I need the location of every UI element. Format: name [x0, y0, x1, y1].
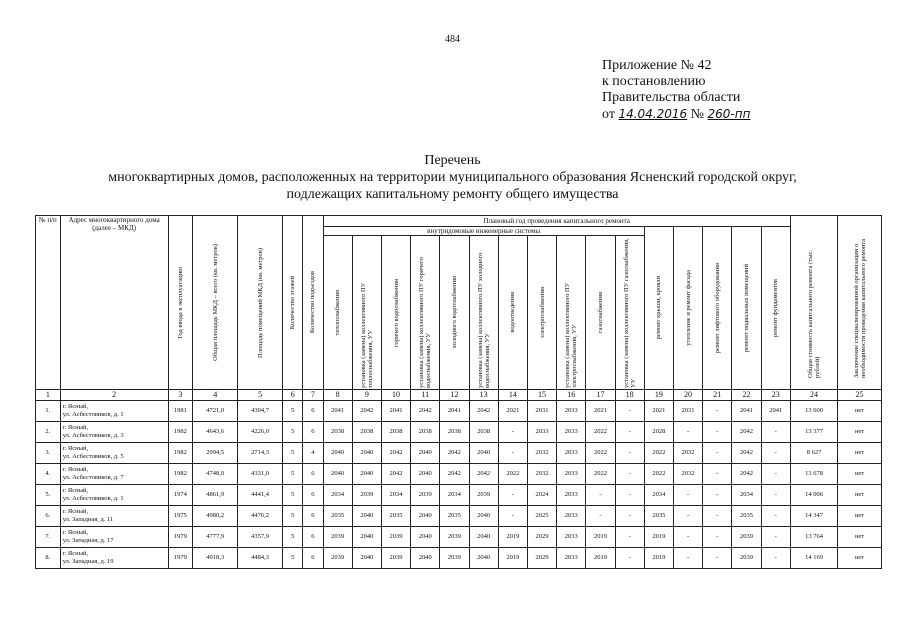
- column-number: 4: [193, 390, 238, 401]
- header-electric-meter: установка (замена) коллективного ПУ электроснабжения, УУ: [557, 236, 586, 390]
- cell-c19: 2028: [644, 422, 673, 443]
- cell-c9: 2038: [352, 422, 381, 443]
- cell-c20: 2032: [673, 443, 702, 464]
- cell-premises: 4331,0: [238, 464, 283, 485]
- cell-c11: 2038: [411, 422, 440, 443]
- appendix-line2: к постановлению: [602, 74, 706, 89]
- cell-floors: 5: [283, 485, 303, 506]
- header-hot-water-meter: установка (замена) коллективного ПУ горячего водоснабжения, УУ: [411, 236, 440, 390]
- cell-c19: 2035: [644, 506, 673, 527]
- appendix-line3: Правительства области: [602, 90, 741, 105]
- cell-c11: 2040: [411, 527, 440, 548]
- cell-c16: 2033: [557, 422, 586, 443]
- cell-cost: 13 764: [790, 527, 837, 548]
- address-city: г. Ясный,: [62, 550, 89, 557]
- cell-c15: 2032: [527, 464, 556, 485]
- header-cold-water: холодного водоснабжения: [440, 236, 469, 390]
- cell-c17: -: [586, 485, 615, 506]
- header-elevator: ремонт лифтового оборудования: [703, 227, 732, 390]
- header-address: Адрес многоквартирного дома (далее – МКД): [60, 216, 168, 390]
- table-row: [36, 506, 882, 527]
- cell-concl: нет: [838, 506, 882, 527]
- cell-c16: 2033: [557, 485, 586, 506]
- cell-c23: 2041: [761, 401, 790, 422]
- handwritten-number: 260-пп: [707, 107, 751, 121]
- cell-c10: 2042: [381, 464, 410, 485]
- header-roof: ремонт крыши, кровли: [644, 227, 673, 390]
- cell-c17: 2022: [586, 443, 615, 464]
- title-line2: многоквартирных домов, расположенных на территории муниципального образования Ясненский городской округ,: [108, 170, 797, 185]
- cell-c9: 2040: [352, 527, 381, 548]
- cell-concl: нет: [838, 401, 882, 422]
- cell-c12: 2042: [440, 443, 469, 464]
- cell-c12: 2038: [440, 422, 469, 443]
- cell-c9: 2039: [352, 485, 381, 506]
- address-street: ул. Асбестовиков, д. 7: [62, 474, 124, 481]
- cell-concl: нет: [838, 548, 882, 569]
- cell-c15: 2033: [527, 422, 556, 443]
- cell-c16: 2033: [557, 443, 586, 464]
- cell-concl: нет: [838, 443, 882, 464]
- address-cell: [60, 443, 168, 464]
- cell-c22: 2039: [732, 548, 761, 569]
- cell-c23: -: [761, 527, 790, 548]
- header-gas: газоснабжения: [586, 236, 615, 390]
- cell-c12: 2041: [440, 401, 469, 422]
- cell-c22: 2034: [732, 485, 761, 506]
- cell-c16: 2033: [557, 527, 586, 548]
- cell-c22: 2039: [732, 527, 761, 548]
- header-entrances: Количество подъездов: [303, 216, 323, 390]
- cell-num: 8.: [36, 548, 61, 569]
- column-number: 16: [557, 390, 586, 401]
- cell-c21: -: [703, 485, 732, 506]
- cell-c21: -: [703, 527, 732, 548]
- address-city: г. Ясный,: [62, 487, 89, 494]
- cell-c21: -: [703, 422, 732, 443]
- address-city: г. Ясный,: [62, 424, 89, 431]
- cell-entr: 6: [303, 527, 323, 548]
- cell-total: 4721,0: [193, 401, 238, 422]
- cell-c21: -: [703, 401, 732, 422]
- cell-floors: 5: [283, 464, 303, 485]
- header-year: Год ввода в эксплуатацию: [168, 216, 193, 390]
- cell-c18: -: [615, 443, 644, 464]
- cell-entr: 6: [303, 506, 323, 527]
- address-street: ул. Асбестовиков, д. 1: [62, 411, 124, 418]
- address-city: г. Ясный,: [62, 403, 89, 410]
- column-number: 9: [352, 390, 381, 401]
- cell-c20: 2032: [673, 464, 702, 485]
- cell-year: 1979: [168, 527, 193, 548]
- header-gas-meter: установка (замена) коллективного ПУ газоснабжения, УУ: [615, 236, 644, 390]
- cell-total: 4980,2: [193, 506, 238, 527]
- cell-c11: 2040: [411, 506, 440, 527]
- cell-concl: нет: [838, 527, 882, 548]
- column-number: 5: [238, 390, 283, 401]
- column-number: 15: [527, 390, 556, 401]
- cell-cost: 13 678: [790, 464, 837, 485]
- header-total-cost: Общая стоимость капитального ремонта (тыс. рублей): [790, 216, 837, 390]
- header-total-area: Общая площадь МКД – всего (кв. метров): [193, 216, 238, 390]
- cell-year: 1974: [168, 485, 193, 506]
- address-street: ул. Асбестовиков, д. 5: [62, 453, 124, 460]
- cell-floors: 5: [283, 548, 303, 569]
- cell-c12: 2039: [440, 548, 469, 569]
- cell-c9: 2042: [352, 401, 381, 422]
- address-cell: [60, 506, 168, 527]
- cell-c14: -: [498, 485, 527, 506]
- column-number: 13: [469, 390, 498, 401]
- header-hot-water: горячего водоснабжения: [381, 236, 410, 390]
- cell-concl: нет: [838, 422, 882, 443]
- header-cold-water-meter: установка (замена) коллективного ПУ холодного водоснабжения, УУ: [469, 236, 498, 390]
- cell-c12: 2034: [440, 485, 469, 506]
- column-number: 8: [323, 390, 352, 401]
- cell-num: 7.: [36, 527, 61, 548]
- header-sewer: водоотведения: [498, 236, 527, 390]
- cell-c14: 2022: [498, 464, 527, 485]
- address-cell: [60, 401, 168, 422]
- address-street: ул. Асбестовиков, д. 3: [62, 432, 124, 439]
- cell-total: 4643,6: [193, 422, 238, 443]
- cell-c16: 2033: [557, 401, 586, 422]
- cell-c16: 2033: [557, 506, 586, 527]
- handwritten-date: 14.04.2016: [618, 107, 688, 121]
- cell-c8: 2034: [323, 485, 352, 506]
- address-city: г. Ясный,: [62, 466, 89, 473]
- cell-c8: 2041: [323, 401, 352, 422]
- cell-c18: -: [615, 485, 644, 506]
- cell-floors: 5: [283, 401, 303, 422]
- appendix-from: от: [602, 107, 615, 122]
- title-line1: Перечень: [424, 153, 481, 168]
- cell-c15: 2032: [527, 443, 556, 464]
- cell-c15: 2029: [527, 527, 556, 548]
- cell-premises: 4476,2: [238, 506, 283, 527]
- cell-c21: -: [703, 464, 732, 485]
- cell-cost: 13 600: [790, 401, 837, 422]
- cell-c15: 2024: [527, 485, 556, 506]
- cell-year: 1982: [168, 422, 193, 443]
- cell-c23: -: [761, 548, 790, 569]
- cell-c21: -: [703, 506, 732, 527]
- cell-c22: 2042: [732, 464, 761, 485]
- cell-c17: 2022: [586, 422, 615, 443]
- cell-total: 4861,9: [193, 485, 238, 506]
- cell-c12: 2035: [440, 506, 469, 527]
- address-cell: [60, 464, 168, 485]
- cell-c22: 2035: [732, 506, 761, 527]
- cell-concl: нет: [838, 485, 882, 506]
- address-street: ул. Западная, д. 17: [62, 537, 114, 544]
- cell-cost: 14 347: [790, 506, 837, 527]
- column-number: 12: [440, 390, 469, 401]
- cell-c22: 2041: [732, 401, 761, 422]
- cell-c17: 2021: [586, 401, 615, 422]
- cell-c17: -: [586, 506, 615, 527]
- header-electric: электроснабжения: [527, 236, 556, 390]
- cell-entr: 4: [303, 443, 323, 464]
- cell-total: 4748,0: [193, 464, 238, 485]
- cell-premises: 2714,3: [238, 443, 283, 464]
- cell-c11: 2040: [411, 443, 440, 464]
- cell-c23: -: [761, 443, 790, 464]
- cell-entr: 6: [303, 548, 323, 569]
- column-number: 19: [644, 390, 673, 401]
- column-number: 17: [586, 390, 615, 401]
- header-num: № п/п: [36, 216, 61, 390]
- cell-c8: 2040: [323, 464, 352, 485]
- cell-year: 1982: [168, 464, 193, 485]
- column-number: 25: [838, 390, 882, 401]
- cell-c14: -: [498, 506, 527, 527]
- cell-total: 4918,3: [193, 548, 238, 569]
- cell-c21: -: [703, 443, 732, 464]
- cell-c19: 2021: [644, 401, 673, 422]
- cell-c14: -: [498, 443, 527, 464]
- cell-premises: 4357,9: [238, 527, 283, 548]
- column-number-row: [36, 390, 882, 401]
- cell-year: 1982: [168, 443, 193, 464]
- cell-c8: 2039: [323, 527, 352, 548]
- header-internal-systems: внутридомовые инженерные системы: [323, 227, 644, 236]
- appendix-block: [602, 58, 750, 123]
- table-row: [36, 548, 882, 569]
- table-row: [36, 464, 882, 485]
- column-number: 11: [411, 390, 440, 401]
- address-cell: [60, 485, 168, 506]
- cell-premises: 4441,4: [238, 485, 283, 506]
- column-number: 14: [498, 390, 527, 401]
- cell-c20: -: [673, 485, 702, 506]
- cell-c17: 2019: [586, 548, 615, 569]
- page-number: 484: [445, 34, 460, 45]
- cell-entr: 6: [303, 422, 323, 443]
- title-line3: подлежащих капитальному ремонту общего имущества: [286, 187, 619, 202]
- address-street: ул. Асбестовиков, д. 1: [62, 495, 124, 502]
- cell-num: 2.: [36, 422, 61, 443]
- cell-c11: 2039: [411, 485, 440, 506]
- cell-c17: 2019: [586, 527, 615, 548]
- cell-c19: 2019: [644, 548, 673, 569]
- cell-c10: 2035: [381, 506, 410, 527]
- cell-concl: нет: [838, 464, 882, 485]
- cell-c10: 2034: [381, 485, 410, 506]
- cell-c12: 2042: [440, 464, 469, 485]
- cell-entr: 6: [303, 485, 323, 506]
- table-row: [36, 422, 882, 443]
- table-row: [36, 401, 882, 422]
- cell-num: 1.: [36, 401, 61, 422]
- cell-c14: 2021: [498, 401, 527, 422]
- cell-c13: 2042: [469, 464, 498, 485]
- header-premises-area: Площадь помещений МКД (кв. метров): [238, 216, 283, 390]
- table-row: [36, 485, 882, 506]
- cell-c18: -: [615, 464, 644, 485]
- cell-c19: 2034: [644, 485, 673, 506]
- column-number: 6: [283, 390, 303, 401]
- cell-c14: -: [498, 422, 527, 443]
- header-heating: теплоснабжения: [323, 236, 352, 390]
- cell-cost: 14 169: [790, 548, 837, 569]
- cell-num: 6.: [36, 506, 61, 527]
- cell-c15: 2029: [527, 548, 556, 569]
- cell-year: 1979: [168, 548, 193, 569]
- cell-c17: 2022: [586, 464, 615, 485]
- cell-num: 3.: [36, 443, 61, 464]
- cell-c11: 2040: [411, 548, 440, 569]
- column-number: 1: [36, 390, 61, 401]
- address-cell: [60, 548, 168, 569]
- cell-c19: 2022: [644, 443, 673, 464]
- cell-c13: 2040: [469, 443, 498, 464]
- header-floors: Количество этажей: [283, 216, 303, 390]
- cell-cost: 8 627: [790, 443, 837, 464]
- address-city: г. Ясный,: [62, 529, 89, 536]
- cell-c15: 2031: [527, 401, 556, 422]
- cell-c18: -: [615, 527, 644, 548]
- cell-c8: 2038: [323, 422, 352, 443]
- cell-c21: -: [703, 548, 732, 569]
- column-number: 3: [168, 390, 193, 401]
- header-foundation: ремонт фундаментов: [761, 227, 790, 390]
- cell-c14: 2019: [498, 548, 527, 569]
- cell-c23: -: [761, 464, 790, 485]
- cell-premises: 4304,7: [238, 401, 283, 422]
- cell-c12: 2039: [440, 527, 469, 548]
- cell-num: 5.: [36, 485, 61, 506]
- table-row: [36, 443, 882, 464]
- cell-c9: 2040: [352, 506, 381, 527]
- cell-c23: -: [761, 422, 790, 443]
- cell-c10: 2038: [381, 422, 410, 443]
- column-number: 10: [381, 390, 410, 401]
- cell-c16: 2033: [557, 464, 586, 485]
- cell-c18: -: [615, 506, 644, 527]
- column-number: 22: [732, 390, 761, 401]
- header-facade: утепление и ремонт фасада: [673, 227, 702, 390]
- cell-c20: 2031: [673, 401, 702, 422]
- address-street: ул. Западная, д. 19: [62, 558, 114, 565]
- cell-c18: -: [615, 548, 644, 569]
- cell-c10: 2039: [381, 548, 410, 569]
- address-cell: [60, 527, 168, 548]
- cell-c11: 2042: [411, 401, 440, 422]
- cell-total: 2994,5: [193, 443, 238, 464]
- cell-c19: 2022: [644, 464, 673, 485]
- cell-floors: 5: [283, 527, 303, 548]
- cell-c9: 2040: [352, 464, 381, 485]
- header-basement: ремонт подвальных помещений: [732, 227, 761, 390]
- header-conclusion: Заключение специализированной организации о необходимости проведения капитального ремонта: [838, 216, 882, 390]
- column-number: 23: [761, 390, 790, 401]
- column-number: 7: [303, 390, 323, 401]
- cell-year: 1975: [168, 506, 193, 527]
- cell-c20: -: [673, 422, 702, 443]
- cell-c22: 2042: [732, 443, 761, 464]
- column-number: 18: [615, 390, 644, 401]
- cell-c18: -: [615, 422, 644, 443]
- column-number: 24: [790, 390, 837, 401]
- cell-year: 1981: [168, 401, 193, 422]
- cell-c23: -: [761, 506, 790, 527]
- table-body: [36, 401, 882, 569]
- cell-c9: 2040: [352, 443, 381, 464]
- cell-c13: 2040: [469, 506, 498, 527]
- column-number: 20: [673, 390, 702, 401]
- cell-num: 4.: [36, 464, 61, 485]
- cell-c13: 2039: [469, 485, 498, 506]
- column-number: 21: [703, 390, 732, 401]
- cell-floors: 5: [283, 443, 303, 464]
- repair-table: [35, 215, 882, 569]
- cell-cost: 14 006: [790, 485, 837, 506]
- address-cell: [60, 422, 168, 443]
- cell-premises: 4226,0: [238, 422, 283, 443]
- cell-c13: 2042: [469, 401, 498, 422]
- cell-c20: -: [673, 506, 702, 527]
- cell-c10: 2042: [381, 443, 410, 464]
- header-planned-year: Плановый год проведения капитального ремонта: [323, 216, 790, 227]
- column-number: 2: [60, 390, 168, 401]
- cell-c22: 2042: [732, 422, 761, 443]
- cell-c18: -: [615, 401, 644, 422]
- address-street: ул. Западная, д. 11: [62, 516, 114, 523]
- cell-floors: 5: [283, 506, 303, 527]
- cell-c23: -: [761, 485, 790, 506]
- number-sign: №: [690, 107, 705, 122]
- cell-c13: 2040: [469, 548, 498, 569]
- cell-c15: 2025: [527, 506, 556, 527]
- cell-c20: -: [673, 548, 702, 569]
- header-heating-meter: установка (замена) коллективного ПУ теплоснабжения, УУ: [352, 236, 381, 390]
- document-title: [0, 152, 905, 203]
- appendix-date-line: [602, 106, 750, 123]
- cell-floors: 5: [283, 422, 303, 443]
- cell-cost: 13 377: [790, 422, 837, 443]
- table-row: [36, 527, 882, 548]
- cell-c10: 2039: [381, 527, 410, 548]
- cell-total: 4777,9: [193, 527, 238, 548]
- appendix-title: Приложение № 42: [602, 58, 712, 73]
- cell-c10: 2041: [381, 401, 410, 422]
- cell-c8: 2035: [323, 506, 352, 527]
- cell-entr: 6: [303, 401, 323, 422]
- cell-entr: 6: [303, 464, 323, 485]
- cell-c9: 2040: [352, 548, 381, 569]
- cell-c8: 2040: [323, 443, 352, 464]
- cell-premises: 4484,3: [238, 548, 283, 569]
- cell-c19: 2019: [644, 527, 673, 548]
- cell-c8: 2039: [323, 548, 352, 569]
- cell-c20: -: [673, 527, 702, 548]
- cell-c11: 2040: [411, 464, 440, 485]
- cell-c13: 2038: [469, 422, 498, 443]
- cell-c13: 2040: [469, 527, 498, 548]
- address-city: г. Ясный,: [62, 508, 89, 515]
- address-city: г. Ясный,: [62, 445, 89, 452]
- cell-c14: 2019: [498, 527, 527, 548]
- cell-c16: 2033: [557, 548, 586, 569]
